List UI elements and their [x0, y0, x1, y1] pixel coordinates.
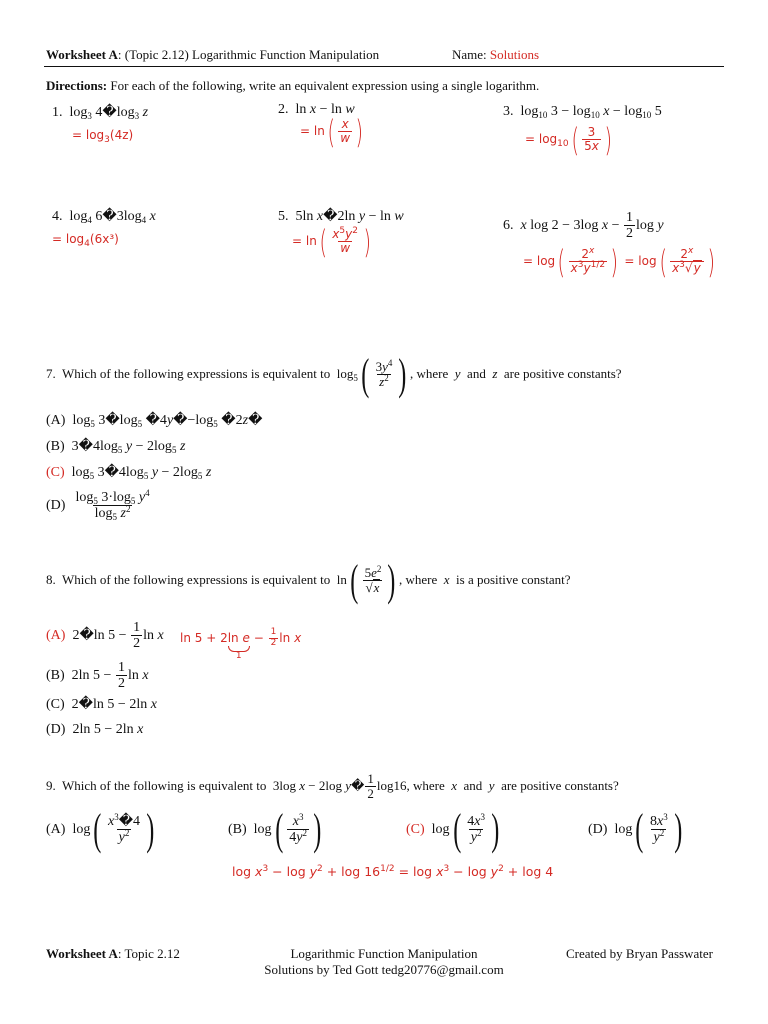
q7-choice-a[interactable]: (A) $\log_5$ $3�\log_5$ $�4y�-\log_5$ �2z�	[46, 413, 263, 429]
question-8-stem: 8. Which of the following expressions is equivalent to ln( $\frac{5e^2}{√x}$ ) , where x is a positive constant?	[46, 555, 571, 605]
problem-3: 3. $\log_{10} 3 - \log_{10} x - \log_{10} 5$	[503, 104, 662, 120]
q8-choice-a[interactable]: (A) 2�ln 5 − $\frac{1}{2}$ ln x	[46, 620, 164, 652]
answer-3: = $\log_{10}$( $\frac{3}{5x}$ )	[525, 120, 612, 159]
footer-left: Worksheet A: Topic 2.12	[46, 946, 180, 961]
name-label: Name:	[452, 47, 490, 62]
answer-2: = ln( $\frac{x}{w}$ )	[300, 112, 364, 151]
problem-5: 5. 5ln x�2ln y − ln w	[278, 209, 404, 224]
answer-5: = ln( $\frac{x^5y^2}{w}$ )	[292, 222, 371, 261]
q8-choice-d[interactable]: (D) 2ln 5 − 2ln x	[46, 722, 144, 737]
footer-right: Created by Bryan Passwater	[566, 946, 713, 961]
worksheet-topic: : (Topic 2.12) Logarithmic Function Manipulation	[117, 47, 380, 62]
question-9-stem: 9. Which of the following is equivalent to 3log x − 2log y� $\frac{1}{2}$ log16, where x and y are positive constants?	[46, 771, 619, 802]
q9-choice-b[interactable]: (B) log( $\frac{x^3}{4y^2}$ )	[228, 804, 322, 854]
question-7-stem: 7. Which of the following expressions is equivalent to $\log_5$( $\frac{3y^4}{z^2}$ ) , where y and z are positive constants?	[46, 349, 622, 399]
worksheet-header	[46, 47, 379, 63]
q9-choice-a[interactable]: (A) log( $\frac{x^3�4}{y^2}$ )	[46, 804, 155, 854]
q7-choice-b[interactable]: (B) $3�4\log_5$ $y - 2\log_5$ z	[46, 439, 186, 455]
answer-4: = $\log_4(6x^3)$	[52, 232, 119, 249]
problem-4: 4. $\log_4$ $6�3\log_4$ x	[52, 209, 156, 225]
q7-choice-d[interactable]: (D) $\frac{\log_5 3\cdot\log_5 y^4}{\log_5 z^2}$	[46, 488, 150, 523]
q8-choice-b[interactable]: (B) 2ln 5 − $\frac{1}{2}$ ln x	[46, 660, 149, 692]
directions	[46, 78, 539, 94]
answer-1: = $\log_3(4z)$	[72, 128, 134, 145]
directions-label: Directions:	[46, 78, 108, 93]
answer-6: = log( $\frac{2^x}{x^3y^{1/2}}$ ) = log( $\frac{2^x}{x^3√y}$ )	[523, 242, 715, 281]
q8-work: ln 5 + 2ln e 1 − $\frac{1}{2}$ ln x	[180, 627, 302, 661]
q9-work: $\log x^3 - \log y^2 + \log 16^{1/2} = \log x^3 - \log y^2 + \log 4$	[232, 864, 554, 879]
problem-2: 2. ln x − ln w	[278, 102, 355, 117]
q9-choice-c[interactable]: (C) log( $\frac{4x^3}{y^2}$ )	[406, 804, 500, 854]
header-rule	[44, 66, 724, 67]
q9-choice-d[interactable]: (D) log( $\frac{8x^3}{y^2}$ )	[588, 804, 683, 854]
problem-1: 1. $\log_3$ $4�\log_3$ z	[52, 105, 149, 121]
q7-choice-c[interactable]: (C) $\log_5$ $3�4\log_5$ $y - 2\log_5$ z	[46, 465, 212, 481]
worksheet-label: Worksheet A	[46, 47, 118, 62]
q8-choice-c[interactable]: (C) 2�ln 5 − 2ln x	[46, 697, 157, 712]
name-value: Solutions	[489, 47, 540, 62]
directions-text: For each of the following, write an equivalent expression using a single logarithm.	[107, 78, 540, 93]
problem-6: 6. x log 2 − 3log x − $\frac{1}{2}$ log y	[503, 210, 664, 242]
footer-center: Logarithmic Function Manipulation Solutions by Ted Gott tedg20776@gmail.com	[264, 946, 504, 977]
name-field	[452, 47, 539, 63]
